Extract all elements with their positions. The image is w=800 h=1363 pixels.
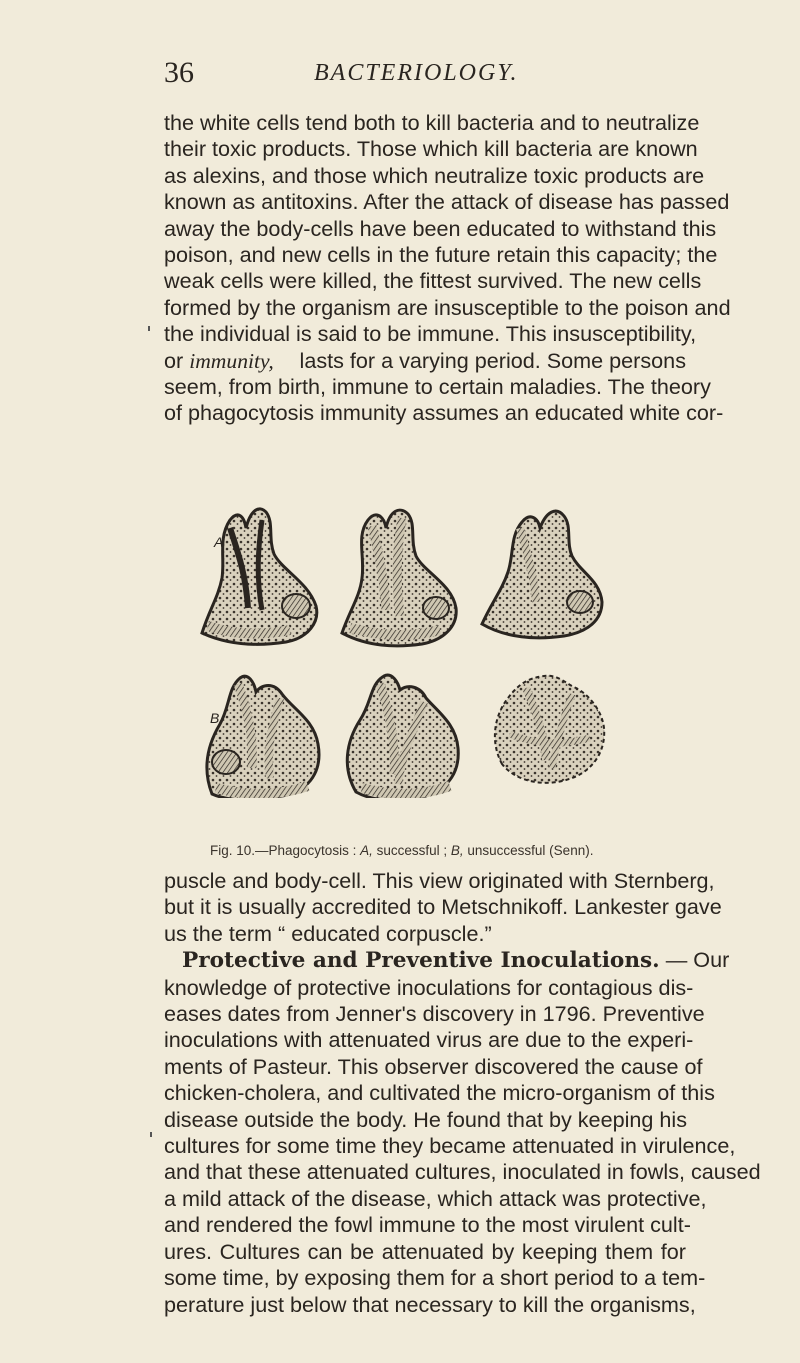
text-line [164,348,686,374]
text-line: perature just below that necessary to kill the organisms, [164,1291,696,1317]
cell-a2 [342,510,456,646]
text-fragment: lasts for a varying period. Some persons [299,347,686,373]
cell-a3 [482,511,602,638]
text-fragment: or [164,347,190,373]
caption-suffix: unsuccessful (Senn). [463,843,594,858]
phagocytosis-figure [190,498,670,798]
phagocytosis-illustration [190,498,670,798]
text-line: ures. Cultures can be attenuated by keeping them for [164,1238,686,1264]
text-line: puscle and body-cell. This view originated with Sternberg, [164,868,715,893]
text-line: poison, and new cells in the future retain this capacity; the [164,242,718,268]
text-line: but it is usually accredited to Metschnikoff. Lankester gave [164,894,722,920]
text-line: weak cells were killed, the fittest survived. The new cells [164,268,702,294]
text-line: chicken-cholera, and cultivated the micro-organism of this [164,1080,715,1106]
italic-term-immunity: immunity, [189,348,274,373]
text-line: their toxic products. Those which kill bacteria are known [164,136,698,162]
running-head: BACTERIOLOGY. [314,60,519,86]
cell-b1 [207,676,319,798]
cell-b2 [347,675,458,798]
text-line: a mild attack of the disease, which attack was protective, [164,1185,707,1211]
paragraph-inoculations [164,868,761,1318]
figure-caption [210,843,690,858]
text-line: and that these attenuated cultures, inoculated in fowls, caused [164,1159,761,1185]
text-line: ments of Pasteur. This observer discovered the cause of [164,1053,703,1079]
figure-label-b: B [210,710,220,726]
text-line: formed by the organism are insusceptible to the poison and [164,294,731,320]
caption-label-a: A, [360,843,373,858]
section-heading: Protective and Preventive Inoculations. [182,948,660,974]
text-line: some time, by exposing them for a short period to a tem- [164,1265,706,1291]
text-line [164,947,730,974]
text-line: the individual is said to be immune. This insusceptibility, [164,321,697,347]
cell-b3 [495,676,604,783]
text-line: inoculations with attenuated virus are due to the experi- [164,1027,694,1053]
margin-mark [148,326,150,331]
paragraph-immunity [164,110,731,427]
page-number: 36 [164,56,194,89]
text-line: cultures for some time they became attenuated in virulence, [164,1133,736,1159]
text-line: knowledge of protective inoculations for contagious dis- [164,974,694,1000]
text-line: us the term “ educated corpuscle.” [164,920,492,946]
text-line: seem, from birth, immune to certain maladies. The theory [164,374,711,400]
heading-dash: — Our [659,947,730,973]
text-line: and rendered the fowl immune to the most virulent cult- [164,1212,691,1238]
caption-label-b: B, [450,843,464,858]
text-line: the white cells tend both to kill bacteria and to neutralize [164,110,700,135]
figure-label-a: A [214,534,224,550]
text-line: disease outside the body. He found that by keeping his [164,1106,688,1132]
caption-mid: successful ; [372,843,451,858]
text-line: away the body-cells have been educated to withstand this [164,215,717,241]
margin-mark [150,1132,152,1137]
text-line: eases dates from Jenner's discovery in 1796. Preventive [164,1001,705,1027]
text-line: of phagocytosis immunity assumes an educated white cor- [164,400,724,426]
cell-a1 [202,509,317,644]
page-header [164,56,684,92]
caption-prefix: Fig. 10.—Phagocytosis : [210,843,361,858]
text-line: known as antitoxins. After the attack of disease has passed [164,189,730,215]
text-line: as alexins, and those which neutralize toxic products are [164,162,705,188]
